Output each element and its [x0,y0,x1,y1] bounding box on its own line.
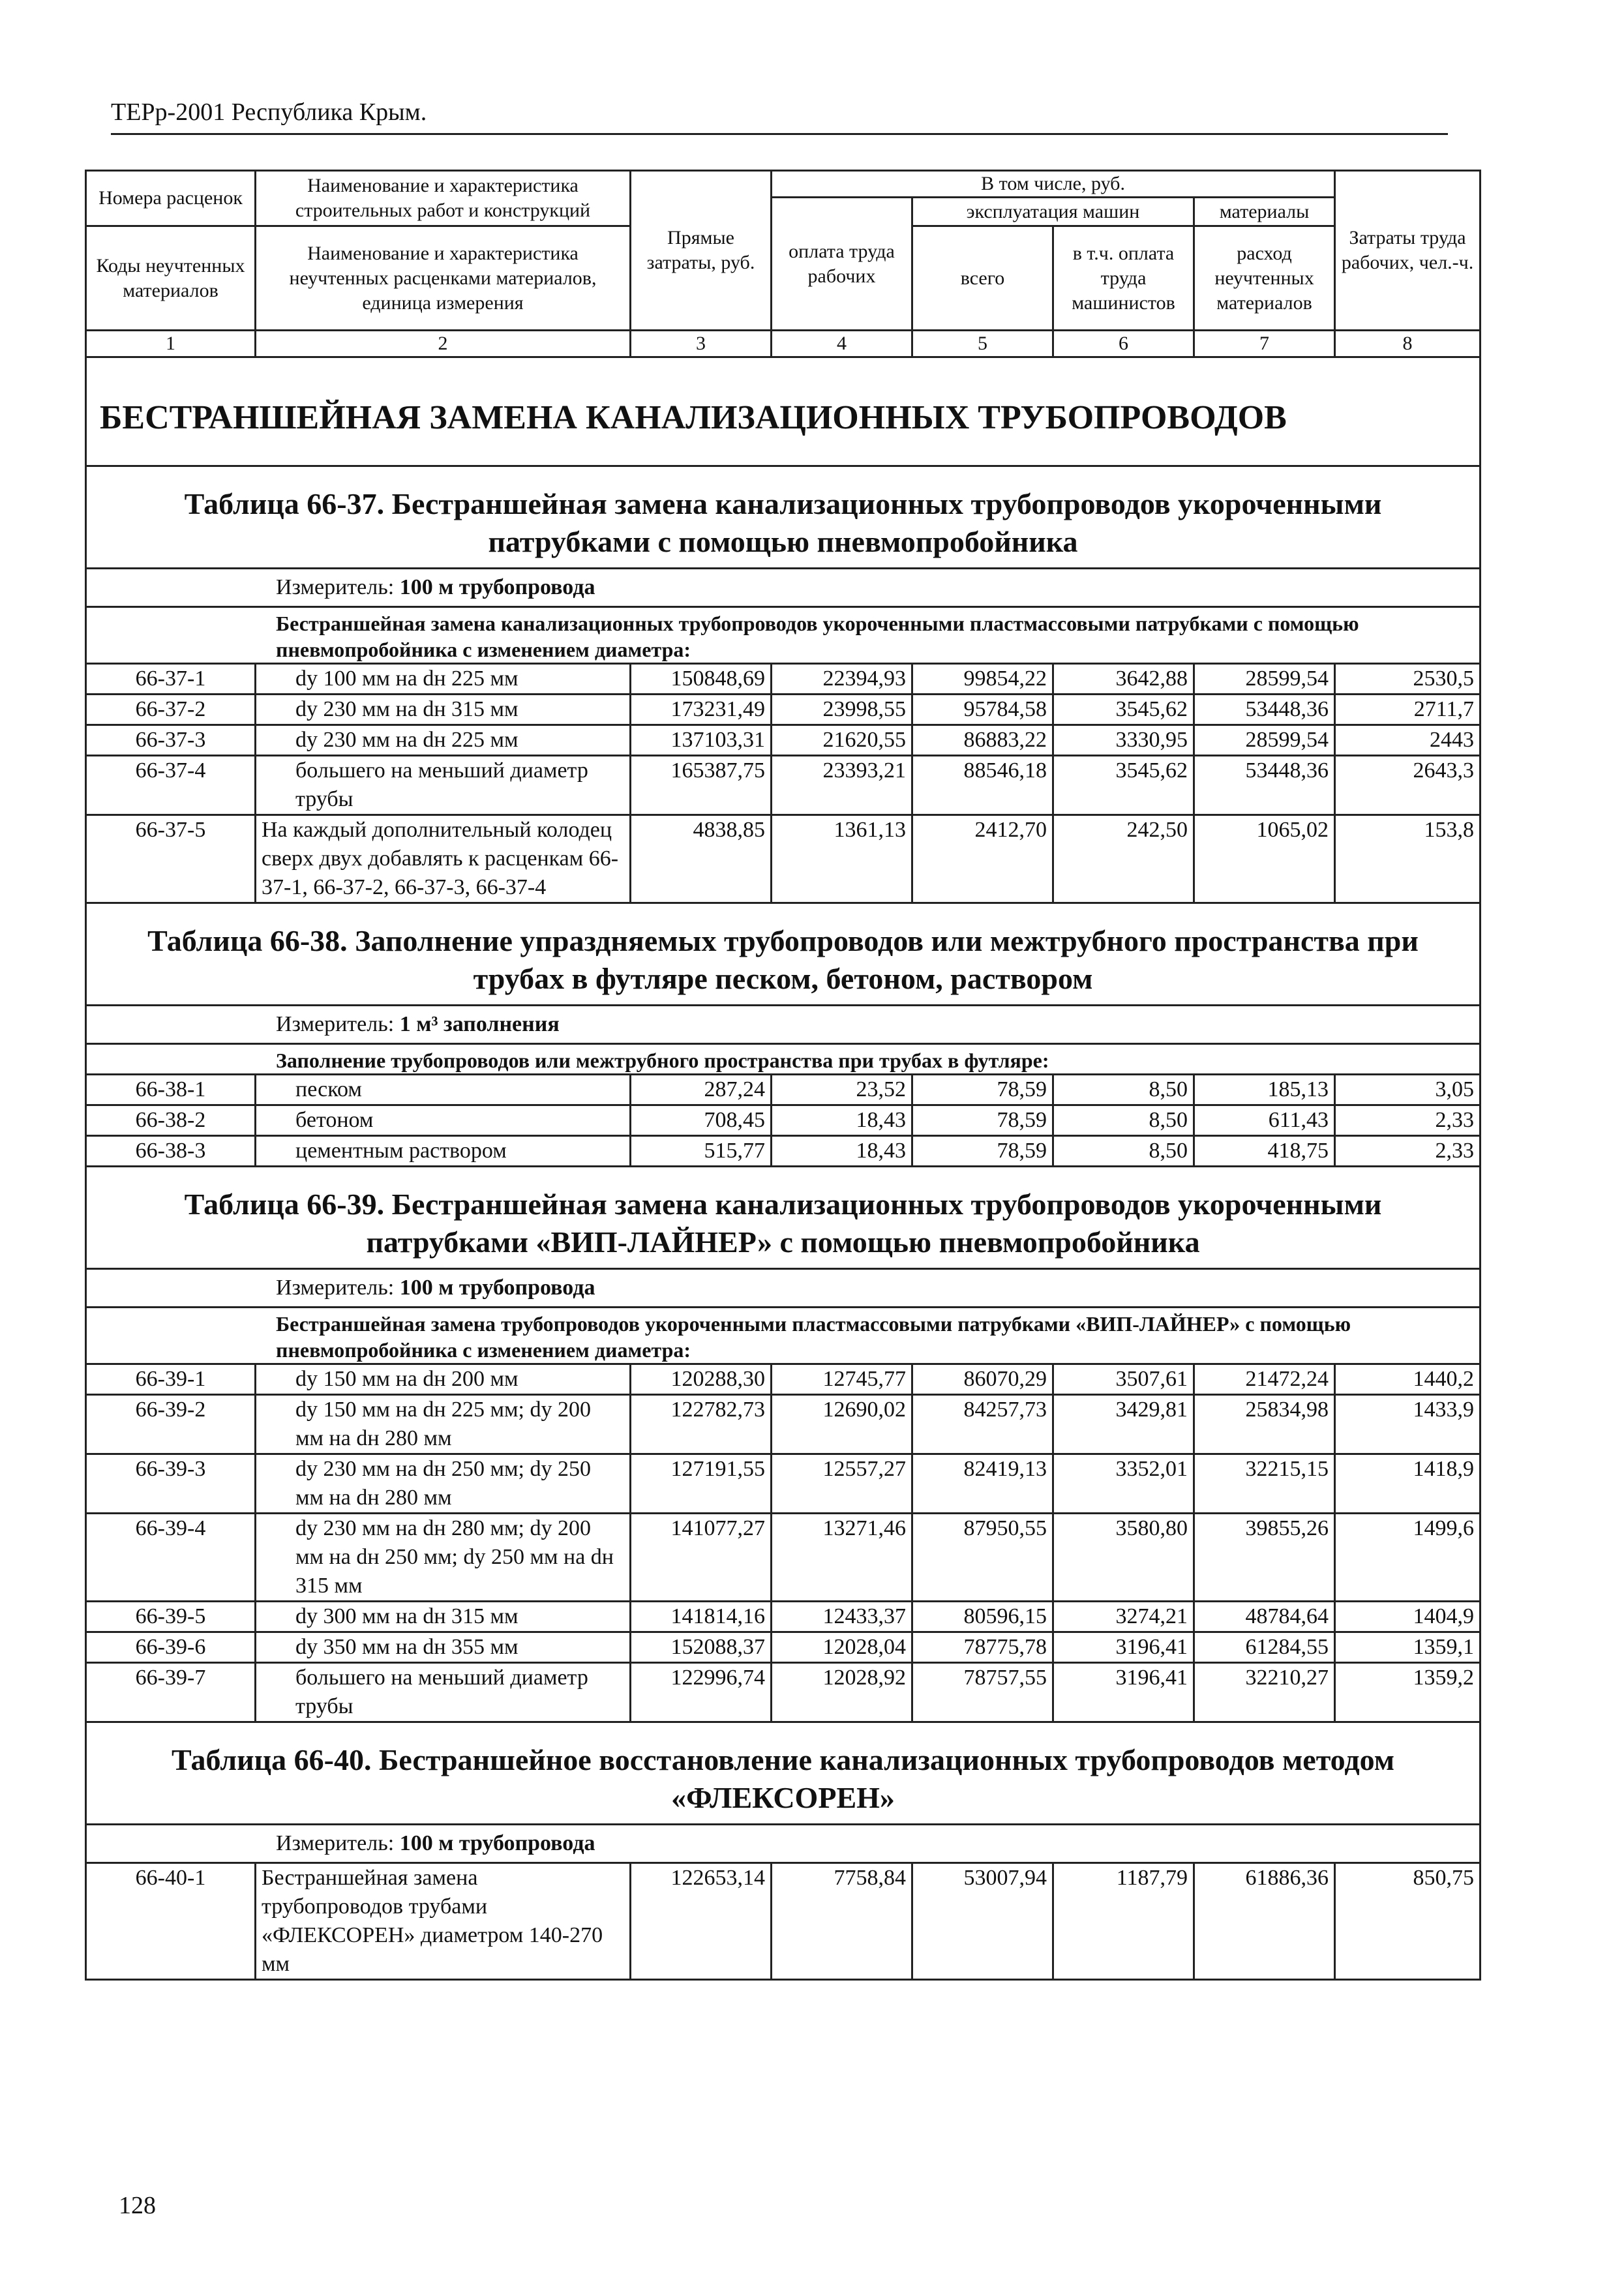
value-c8: 1433,9 [1335,1395,1481,1454]
table-title: Таблица 66-39. Бестраншейная замена канализационных трубопроводов укороченными патрубками «ВИП-ЛАЙНЕР» с помощью пневмопробойника [86,1167,1481,1269]
value-c5: 78,59 [912,1136,1053,1167]
table-row [86,1075,1481,1105]
value-c3: 173231,49 [631,695,772,725]
incl-header: В том числе, руб. [772,171,1335,198]
value-c8: 2530,5 [1335,664,1481,695]
rate-code: 66-37-3 [86,725,256,756]
value-c7: 61284,55 [1194,1632,1335,1663]
value-c4: 23393,21 [772,756,912,815]
value-c8: 1404,9 [1335,1602,1481,1632]
value-c8: 1359,2 [1335,1663,1481,1722]
value-c4: 18,43 [772,1136,912,1167]
rate-code: 66-38-2 [86,1105,256,1136]
rate-code: 66-37-1 [86,664,256,695]
value-c4: 22394,93 [772,664,912,695]
rate-name: dy 100 мм на dн 225 мм [256,664,631,695]
measure-label: Измеритель: [276,1831,395,1855]
value-c6: 8,50 [1053,1075,1194,1105]
value-c3: 150848,69 [631,664,772,695]
value-c7: 53448,36 [1194,756,1335,815]
measure-value: 100 м трубопровода [399,575,595,599]
rate-name: dy 230 мм на dн 280 мм; dy 200 мм на dн 250 мм; dy 250 мм на dн 315 мм [256,1514,631,1602]
table-row [86,815,1481,903]
measure-value: 100 м трубопровода [399,1276,595,1300]
rate-name: dy 350 мм на dн 355 мм [256,1632,631,1663]
value-c5: 82419,13 [912,1454,1053,1514]
col-number: 6 [1053,331,1194,357]
col-number: 3 [631,331,772,357]
measure-label: Измеритель: [276,1276,395,1300]
table-row [86,1454,1481,1514]
materials-header: материалы [1194,198,1335,226]
rate-name: большего на меньший диаметр трубы [256,756,631,815]
table-title: Таблица 66-40. Бестраншейное восстановление канализационных трубопроводов методом «ФЛЕКСОРЕН» [86,1722,1481,1825]
value-c4: 23998,55 [772,695,912,725]
rate-name: dy 300 мм на dн 315 мм [256,1602,631,1632]
value-c8: 1418,9 [1335,1454,1481,1514]
col7-header: расход неучтенных материалов [1194,226,1335,331]
value-c4: 12745,77 [772,1364,912,1395]
table-row [86,1395,1481,1454]
page-number: 128 [119,2192,156,2219]
value-c7: 611,43 [1194,1105,1335,1136]
value-c8: 1359,1 [1335,1632,1481,1663]
value-c6: 3352,01 [1053,1454,1194,1514]
value-c6: 3642,88 [1053,664,1194,695]
table-title: Таблица 66-37. Бестраншейная замена канализационных трубопроводов укороченными патрубками с помощью пневмопробойника [86,466,1481,569]
rate-code: 66-37-5 [86,815,256,903]
value-c8: 2,33 [1335,1136,1481,1167]
table-body [86,171,1481,1980]
measure-value: 1 м³ заполнения [399,1012,560,1036]
value-c3: 4838,85 [631,815,772,903]
rate-name: На каждый дополнительный колодец сверх двух добавлять к расценкам 66-37-1, 66-37-2, 66-37-3, 66-37-4 [256,815,631,903]
measure-cell [86,1825,1481,1863]
value-c8: 153,8 [1335,815,1481,903]
rate-code: 66-40-1 [86,1863,256,1980]
table-title-row [86,466,1481,569]
value-c7: 32210,27 [1194,1663,1335,1722]
value-c6: 1187,79 [1053,1863,1194,1980]
value-c5: 80596,15 [912,1602,1053,1632]
value-c7: 61886,36 [1194,1863,1335,1980]
rate-code: 66-39-2 [86,1395,256,1454]
value-c7: 1065,02 [1194,815,1335,903]
col6-header: в т.ч. оплата труда машинистов [1053,226,1194,331]
header-rule [111,133,1448,135]
value-c4: 12028,92 [772,1663,912,1722]
value-c5: 86070,29 [912,1364,1053,1395]
measure-row [86,1269,1481,1308]
value-c3: 127191,55 [631,1454,772,1514]
value-c3: 708,45 [631,1105,772,1136]
col2-bottom-header: Наименование и характеристика неучтенных расценками материалов, единица измерения [256,226,631,331]
value-c7: 418,75 [1194,1136,1335,1167]
value-c3: 515,77 [631,1136,772,1167]
value-c8: 2,33 [1335,1105,1481,1136]
value-c8: 1499,6 [1335,1514,1481,1602]
measure-row [86,1006,1481,1044]
rate-name: большего на меньший диаметр трубы [256,1663,631,1722]
table-row [86,1863,1481,1980]
page-header: ТЕРр-2001 Республика Крым. [111,98,427,126]
value-c7: 48784,64 [1194,1602,1335,1632]
value-c5: 99854,22 [912,664,1053,695]
value-c4: 12690,02 [772,1395,912,1454]
value-c6: 3545,62 [1053,756,1194,815]
group-row [86,1044,1481,1075]
value-c7: 28599,54 [1194,664,1335,695]
table-row [86,1136,1481,1167]
value-c4: 7758,84 [772,1863,912,1980]
group-row [86,1308,1481,1364]
value-c5: 84257,73 [912,1395,1053,1454]
rate-code: 66-37-2 [86,695,256,725]
value-c7: 25834,98 [1194,1395,1335,1454]
measure-cell [86,569,1481,607]
col8-header: Затраты труда рабочих, чел.-ч. [1335,171,1481,331]
table-row [86,1632,1481,1663]
value-c8: 850,75 [1335,1863,1481,1980]
value-c4: 23,52 [772,1075,912,1105]
rate-name: dy 150 мм на dн 200 мм [256,1364,631,1395]
value-c8: 1440,2 [1335,1364,1481,1395]
value-c6: 3274,21 [1053,1602,1194,1632]
value-c4: 12028,04 [772,1632,912,1663]
value-c8: 2643,3 [1335,756,1481,815]
rate-code: 66-37-4 [86,756,256,815]
value-c7: 21472,24 [1194,1364,1335,1395]
value-c3: 122996,74 [631,1663,772,1722]
col-number: 2 [256,331,631,357]
value-c6: 3429,81 [1053,1395,1194,1454]
measure-row [86,1825,1481,1863]
col1-bottom-header: Коды неучтенных материалов [86,226,256,331]
value-c7: 185,13 [1194,1075,1335,1105]
value-c5: 78775,78 [912,1632,1053,1663]
rate-name: dy 230 мм на dн 225 мм [256,725,631,756]
rate-name: бетоном [256,1105,631,1136]
col-number: 1 [86,331,256,357]
value-c5: 2412,70 [912,815,1053,903]
value-c5: 95784,58 [912,695,1053,725]
col-number: 8 [1335,331,1481,357]
value-c5: 88546,18 [912,756,1053,815]
value-c3: 287,24 [631,1075,772,1105]
value-c6: 3580,80 [1053,1514,1194,1602]
table-row [86,725,1481,756]
value-c6: 3196,41 [1053,1663,1194,1722]
value-c6: 3507,61 [1053,1364,1194,1395]
col-number: 4 [772,331,912,357]
table-title: Таблица 66-38. Заполнение упраздняемых трубопроводов или межтрубного пространства при трубах в футляре песком, бетоном, раствором [86,903,1481,1006]
value-c4: 18,43 [772,1105,912,1136]
rate-name: цементным раствором [256,1136,631,1167]
value-c6: 3330,95 [1053,725,1194,756]
value-c3: 122653,14 [631,1863,772,1980]
value-c6: 242,50 [1053,815,1194,903]
table-row [86,664,1481,695]
value-c5: 78,59 [912,1075,1053,1105]
rate-code: 66-39-6 [86,1632,256,1663]
rate-name: dy 230 мм на dн 315 мм [256,695,631,725]
value-c3: 141814,16 [631,1602,772,1632]
value-c5: 87950,55 [912,1514,1053,1602]
col1-top-header: Номера расценок [86,171,256,226]
value-c5: 53007,94 [912,1863,1053,1980]
table-title-row [86,903,1481,1006]
value-c3: 141077,27 [631,1514,772,1602]
rate-code: 66-39-5 [86,1602,256,1632]
rate-name: dy 150 мм на dн 225 мм; dy 200 мм на dн 280 мм [256,1395,631,1454]
value-c4: 21620,55 [772,725,912,756]
value-c5: 78757,55 [912,1663,1053,1722]
measure-cell [86,1269,1481,1308]
value-c6: 8,50 [1053,1136,1194,1167]
rate-code: 66-39-4 [86,1514,256,1602]
rate-code: 66-39-1 [86,1364,256,1395]
table-row [86,695,1481,725]
value-c3: 137103,31 [631,725,772,756]
rates-table [85,170,1481,1981]
rate-code: 66-38-3 [86,1136,256,1167]
table-title-row [86,1167,1481,1269]
value-c3: 122782,73 [631,1395,772,1454]
table-title-row [86,1722,1481,1825]
col5-header: всего [912,226,1053,331]
rate-code: 66-39-3 [86,1454,256,1514]
group-heading: Бестраншейная замена канализационных трубопроводов укороченными пластмассовыми патрубками с помощью пневмопробойника с изменением диаметра: [86,607,1481,664]
value-c4: 1361,13 [772,815,912,903]
value-c4: 12557,27 [772,1454,912,1514]
rate-name: песком [256,1075,631,1105]
value-c6: 3196,41 [1053,1632,1194,1663]
value-c3: 120288,30 [631,1364,772,1395]
group-row [86,607,1481,664]
rate-code: 66-38-1 [86,1075,256,1105]
col2-top-header: Наименование и характеристика строительных работ и конструкций [256,171,631,226]
section-title: БЕСТРАНШЕЙНАЯ ЗАМЕНА КАНАЛИЗАЦИОННЫХ ТРУБОПРОВОДОВ [86,357,1481,466]
value-c4: 13271,46 [772,1514,912,1602]
rate-name: dy 230 мм на dн 250 мм; dy 250 мм на dн 280 мм [256,1454,631,1514]
value-c6: 8,50 [1053,1105,1194,1136]
value-c3: 152088,37 [631,1632,772,1663]
value-c4: 12433,37 [772,1602,912,1632]
col-number: 5 [912,331,1053,357]
value-c7: 39855,26 [1194,1514,1335,1602]
value-c7: 32215,15 [1194,1454,1335,1514]
value-c5: 78,59 [912,1105,1053,1136]
col-number: 7 [1194,331,1335,357]
table-row [86,756,1481,815]
measure-cell [86,1006,1481,1044]
value-c8: 2443 [1335,725,1481,756]
group-heading: Бестраншейная замена трубопроводов укороченными пластмассовыми патрубками «ВИП-ЛАЙНЕР» с помощью пневмопробойника с изменением диаметра: [86,1308,1481,1364]
value-c8: 2711,7 [1335,695,1481,725]
col3-header: Прямые затраты, руб. [631,171,772,331]
group-heading: Заполнение трубопроводов или межтрубного пространства при трубах в футляре: [86,1044,1481,1075]
value-c6: 3545,62 [1053,695,1194,725]
value-c7: 28599,54 [1194,725,1335,756]
measure-label: Измеритель: [276,1012,395,1036]
value-c3: 165387,75 [631,756,772,815]
rate-code: 66-39-7 [86,1663,256,1722]
table-row [86,1105,1481,1136]
rate-name: Бестраншейная замена трубопроводов трубами «ФЛЕКСОРЕН» диаметром 140-270 мм [256,1863,631,1980]
value-c5: 86883,22 [912,725,1053,756]
value-c8: 3,05 [1335,1075,1481,1105]
table-row [86,1663,1481,1722]
machines-header: эксплуатация машин [912,198,1194,226]
table-row [86,1514,1481,1602]
measure-label: Измеритель: [276,575,395,599]
measure-value: 100 м трубопровода [399,1831,595,1855]
table-row [86,1364,1481,1395]
measure-row [86,569,1481,607]
value-c7: 53448,36 [1194,695,1335,725]
col4-header: оплата труда рабочих [772,198,912,331]
table-row [86,1602,1481,1632]
